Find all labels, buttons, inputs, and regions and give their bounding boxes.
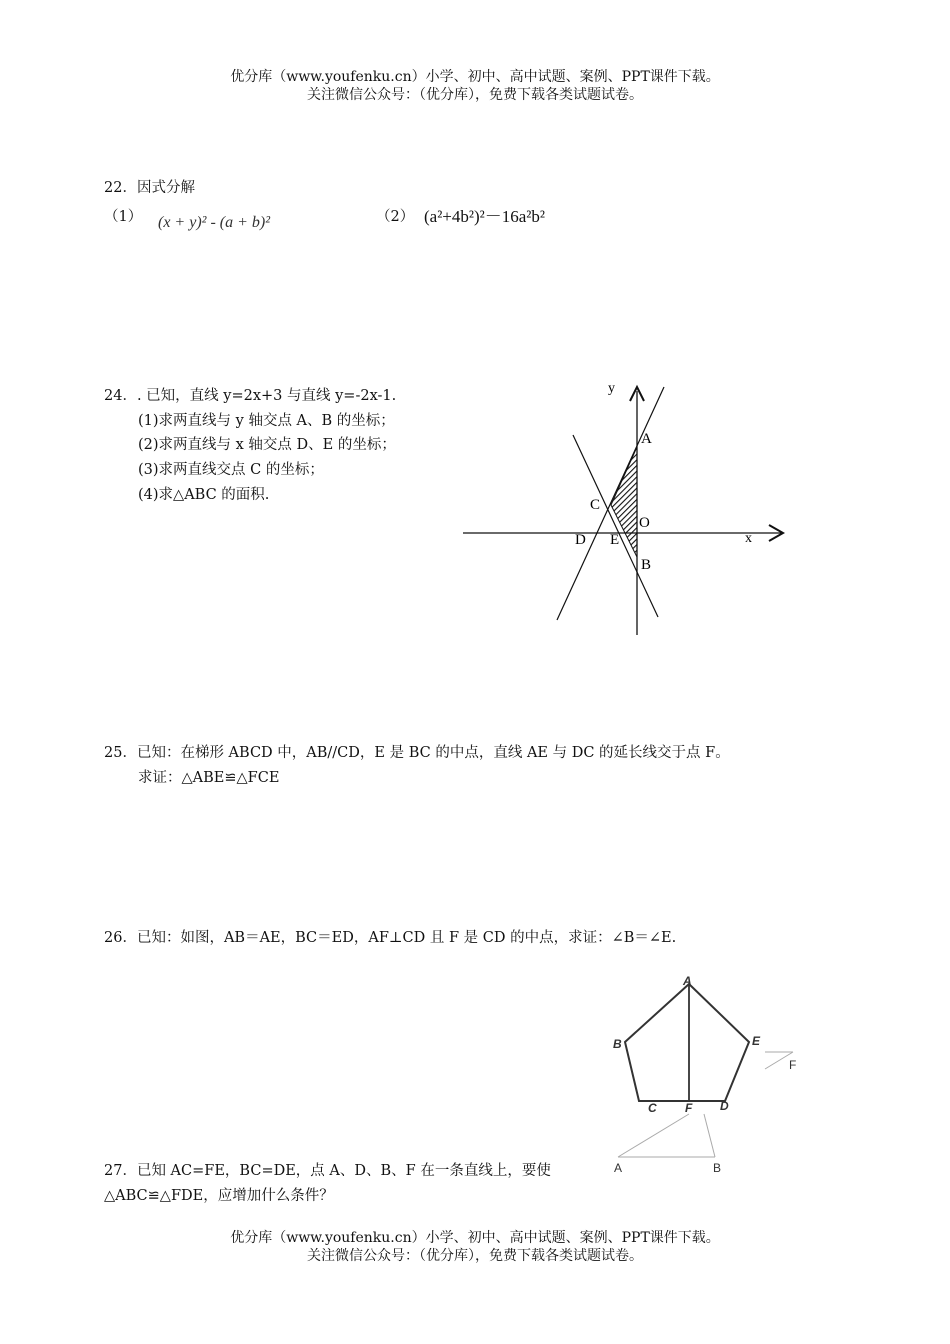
label-x: x bbox=[745, 531, 752, 546]
q27-line-1: 27．已知 AC=FE，BC=DE，点 A、D、B、F 在一条直线上，要使 bbox=[104, 1163, 551, 1179]
label-pent-a: A bbox=[683, 974, 692, 988]
segment-b-top bbox=[704, 1114, 715, 1157]
q22-part2-expression: (a²+4b²)²－16a²b² bbox=[424, 207, 545, 226]
label-e: E bbox=[610, 532, 620, 548]
q22-part1-label: （1） bbox=[104, 209, 143, 225]
q24-item-2: (2)求两直线与 x 轴交点 D、E 的坐标； bbox=[138, 437, 396, 453]
segment-a-top bbox=[618, 1114, 689, 1157]
q22-part2-label: （2） bbox=[376, 209, 415, 225]
q24-item-4: (4)求△ABC 的面积. bbox=[138, 487, 270, 503]
label-pent-d: D bbox=[720, 1099, 729, 1113]
header-line-2: 关注微信公众号：（优分库），免费下载各类试题试卷。 bbox=[307, 87, 643, 103]
header-line-1: 优分库（www.youfenku.cn）小学、初中、高中试题、案例、PPT课件下载。 bbox=[230, 69, 720, 85]
label-pent-e: E bbox=[752, 1034, 761, 1048]
q24-coordinate-figure bbox=[455, 375, 795, 640]
label-q27-f: F bbox=[789, 1058, 797, 1072]
pentagon-abcde bbox=[625, 984, 749, 1101]
footer-line-1: 优分库（www.youfenku.cn）小学、初中、高中试题、案例、PPT课件下载。 bbox=[230, 1230, 720, 1246]
label-d: D bbox=[575, 532, 586, 548]
label-pent-b: B bbox=[613, 1037, 622, 1051]
label-c: C bbox=[590, 497, 601, 513]
label-pent-c: C bbox=[648, 1101, 657, 1115]
q22-title: 22．因式分解 bbox=[104, 180, 195, 196]
q24-title: 24．. 已知，直线 y=2x+3 与直线 y=-2x-1. bbox=[104, 388, 397, 404]
label-q27-b: B bbox=[713, 1161, 722, 1175]
q26-q27-figures bbox=[600, 970, 810, 1180]
q26-line-1: 26．已知：如图，AB＝AE，BC＝ED，AF⊥CD 且 F 是 CD 的中点，求证：∠B＝∠E. bbox=[104, 930, 677, 946]
label-y: y bbox=[608, 381, 615, 396]
q24-item-1: (1)求两直线与 y 轴交点 A、B 的坐标； bbox=[138, 413, 395, 429]
q22-part1-expression: (x + y)² - (a + b)² bbox=[158, 214, 271, 231]
footer-line-2: 关注微信公众号：（优分库），免费下载各类试题试卷。 bbox=[307, 1248, 643, 1264]
q25-line-2: 求证：△ABE≌△FCE bbox=[138, 770, 280, 786]
label-a: A bbox=[641, 431, 652, 447]
q27-line-2: △ABC≌△FDE，应增加什么条件？ bbox=[104, 1188, 334, 1204]
label-pent-f: F bbox=[685, 1101, 693, 1115]
label-q27-a: A bbox=[614, 1161, 623, 1175]
label-b: B bbox=[641, 557, 652, 573]
q24-item-3: (3)求两直线交点 C 的坐标； bbox=[138, 462, 324, 478]
q25-line-1: 25．已知：在梯形 ABCD 中，AB//CD，E 是 BC 的中点，直线 AE 与 DC 的延长线交于点 F。 bbox=[104, 745, 730, 761]
line-y-2x-plus-3 bbox=[557, 387, 664, 620]
label-o: O bbox=[639, 515, 650, 531]
